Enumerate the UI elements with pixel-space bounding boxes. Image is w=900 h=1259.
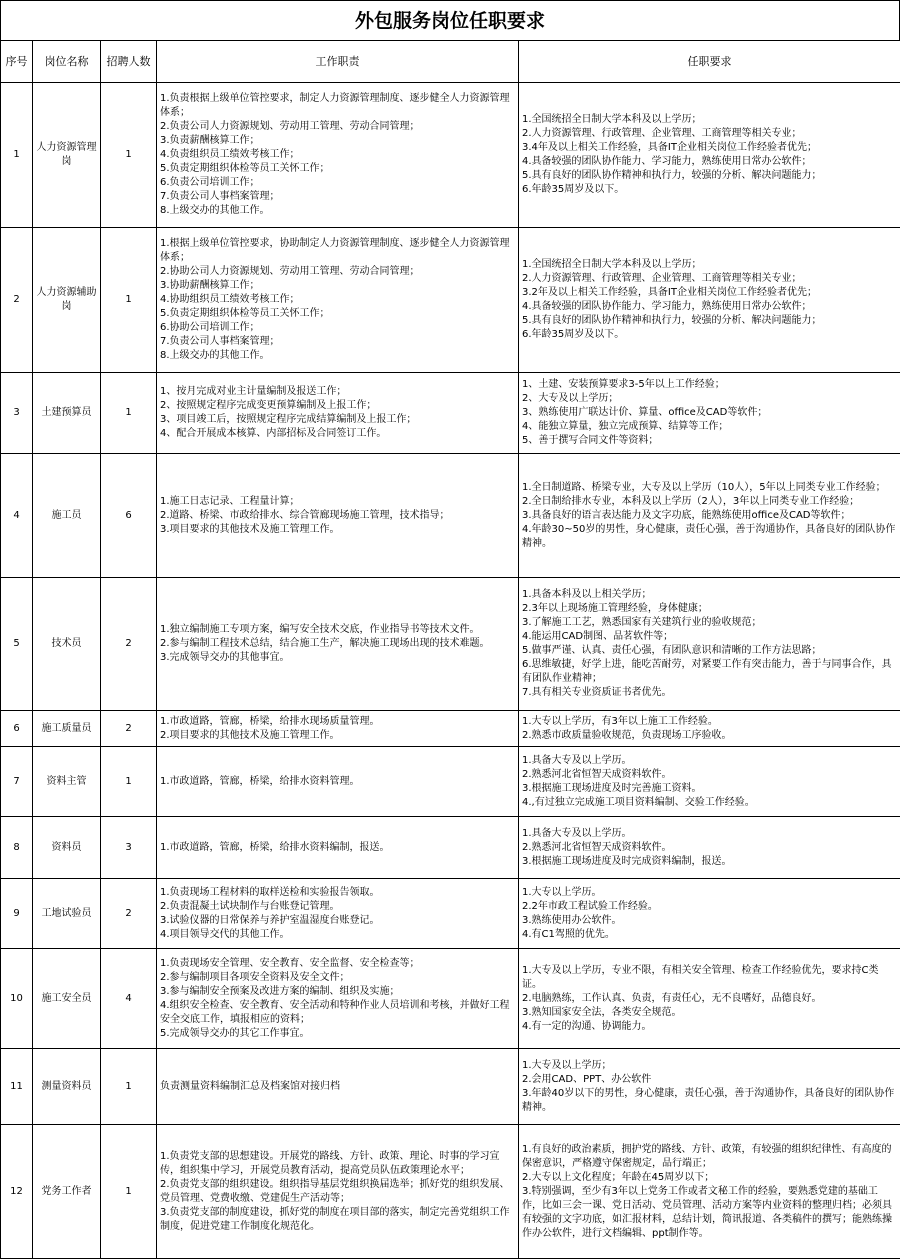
cell-requirements <box>519 83 900 228</box>
requirement-line: 3.根据施工现场进度及时完成资料编制，报送。 <box>522 855 897 869</box>
cell-position-name: 施工安全员 <box>33 949 101 1049</box>
cell-requirements <box>519 1049 900 1125</box>
requirement-line: 5.具有良好的团队协作精神和执行力，较强的分析、解决问题能力； <box>522 169 897 183</box>
requirement-line: 6.思维敏捷，好学上进，能吃苦耐劳，对紧要工作有突击能力，善于与同事合作，具有团队作业精神； <box>522 658 897 686</box>
requirement-line: 2.全日制给排水专业，本科及以上学历（2人），3年以上同类专业工作经验； <box>522 495 897 509</box>
cell-position-name: 测量资料员 <box>33 1049 101 1125</box>
duty-line: 1.市政道路，管廊，桥梁，给排水现场质量管理。 <box>160 715 515 729</box>
requirement-line: 1.全国统招全日制大学本科及以上学历； <box>522 258 897 272</box>
job-requirements-table <box>0 40 900 1259</box>
duty-line: 1.负责现场安全管理、安全教育、安全监督、安全检查等； <box>160 957 515 971</box>
requirement-line: 4.年龄30~50岁的男性，身心健康，责任心强，善于沟通协作，具备良好的团队协作精神。 <box>522 523 897 551</box>
cell-duties <box>157 711 519 747</box>
requirement-line: 3.年龄40岁以下的男性，身心健康，责任心强，善于沟通协作，具备良好的团队协作精神。 <box>522 1087 897 1115</box>
cell-headcount: 1 <box>101 228 157 373</box>
requirement-line: 1.具备大专及以上学历。 <box>522 827 897 841</box>
duty-line: 5.完成领导交办的其它工作事宜。 <box>160 1027 515 1041</box>
cell-position-name: 党务工作者 <box>33 1125 101 1259</box>
requirement-line: 1.全国统招全日制大学本科及以上学历； <box>522 113 897 127</box>
requirement-line: 1.全日制道路、桥梁专业，大专及以上学历（10人），5年以上同类专业工作经验； <box>522 481 897 495</box>
duty-line: 1.负责党支部的思想建设。开展党的路线、方针、政策、理论、时事的学习宣传，组织集中学习，开展党员教育活动，提高党员队伍政策理论水平； <box>160 1150 515 1178</box>
requirement-line: 2.大专以上文化程度；年龄在45周岁以下； <box>522 1171 897 1185</box>
cell-duties <box>157 373 519 454</box>
requirement-line: 2.会用CAD、PPT、办公软件 <box>522 1073 897 1087</box>
requirement-line: 1.具备大专及以上学历。 <box>522 754 897 768</box>
duty-line: 2.参与编制项目各项安全资料及安全文件； <box>160 971 515 985</box>
requirement-line: 1.大专以上学历，有3年以上施工工作经验。 <box>522 715 897 729</box>
duty-line: 3.协助薪酬核算工作； <box>160 279 515 293</box>
table-row <box>1 879 900 949</box>
requirement-line: 1.大专及以上学历； <box>522 1059 897 1073</box>
table-header-row <box>1 41 900 83</box>
cell-no: 5 <box>1 578 33 711</box>
requirement-line: 4、能独立算量，独立完成预算、结算等工作； <box>522 420 897 434</box>
requirement-line: 1、土建、安装预算要求3-5年以上工作经验； <box>522 378 897 392</box>
duty-line: 5.负责定期组织体检等员工关怀工作； <box>160 307 515 321</box>
cell-requirements <box>519 879 900 949</box>
duty-line: 7.负责公司人事档案管理； <box>160 335 515 349</box>
requirement-line: 1.大专及以上学历，专业不限，有相关安全管理、检查工作经验优先，要求持C类证。 <box>522 964 897 992</box>
cell-requirements <box>519 578 900 711</box>
requirement-line: 4.能运用CAD制图、品茗软件等； <box>522 630 897 644</box>
requirement-line: 5.做事严谨、认真、责任心强，有团队意识和清晰的工作方法思路； <box>522 644 897 658</box>
cell-requirements <box>519 454 900 578</box>
cell-headcount: 2 <box>101 879 157 949</box>
duty-line: 2.项目要求的其他技术及施工管理工作。 <box>160 729 515 743</box>
cell-headcount: 3 <box>101 817 157 879</box>
requirement-line: 7.具有相关专业资质证书者优先。 <box>522 686 897 700</box>
requirement-line: 3.根据施工现场进度及时完善施工资料。 <box>522 782 897 796</box>
cell-headcount: 2 <box>101 578 157 711</box>
table-row <box>1 228 900 373</box>
cell-no: 6 <box>1 711 33 747</box>
requirement-line: 5、善于撰写合同文件等资料； <box>522 434 897 448</box>
table-row <box>1 83 900 228</box>
cell-no: 1 <box>1 83 33 228</box>
requirement-line: 2.电脑熟练，工作认真、负责，有责任心，无不良嗜好，品德良好。 <box>522 992 897 1006</box>
cell-duties <box>157 1049 519 1125</box>
duty-line: 3、项目竣工后，按照规定程序完成结算编制及上报工作； <box>160 413 515 427</box>
duty-line: 1.负责现场工程材料的取样送检和实验报告领取。 <box>160 886 515 900</box>
duty-line: 6.协助公司培训工作； <box>160 321 515 335</box>
cell-headcount: 1 <box>101 1125 157 1259</box>
duty-line: 4.项目领导交代的其他工作。 <box>160 928 515 942</box>
duty-line: 4.组织安全检查、安全教育、安全活动和特种作业人员培训和考核，并做好工程安全交底工作，填报相应的资料； <box>160 999 515 1027</box>
requirement-line: 3.了解施工工艺，熟悉国家有关建筑行业的验收规范； <box>522 616 897 630</box>
cell-duties <box>157 879 519 949</box>
requirement-line: 2.2年市政工程试验工作经验。 <box>522 900 897 914</box>
requirement-line: 6.年龄35周岁及以下。 <box>522 328 897 342</box>
requirement-line: 2.熟悉河北省恒智天成资料软件。 <box>522 768 897 782</box>
cell-position-name: 施工质量员 <box>33 711 101 747</box>
duty-line: 2、按照规定程序完成变更预算编制及上报工作； <box>160 399 515 413</box>
duty-line: 1、按月完成对业主计量编制及报送工作； <box>160 385 515 399</box>
cell-headcount: 2 <box>101 711 157 747</box>
duty-line: 2.负责公司人力资源规划、劳动用工管理、劳动合同管理； <box>160 120 515 134</box>
requirement-line: 4.具备较强的团队协作能力、学习能力，熟练使用日常办公软件； <box>522 300 897 314</box>
table-row <box>1 817 900 879</box>
duty-line: 3.负责薪酬核算工作； <box>160 134 515 148</box>
table-row <box>1 711 900 747</box>
requirement-line: 2.熟悉河北省恒智天成资料软件。 <box>522 841 897 855</box>
duty-line: 3.项目要求的其他技术及施工管理工作。 <box>160 523 515 537</box>
cell-duties <box>157 817 519 879</box>
header-headcount: 招聘人数 <box>101 41 157 83</box>
requirement-line: 2、大专及以上学历； <box>522 392 897 406</box>
cell-requirements <box>519 1125 900 1259</box>
cell-headcount: 1 <box>101 83 157 228</box>
duty-line: 3.参与编制安全预案及改进方案的编制、组织及实施； <box>160 985 515 999</box>
cell-requirements <box>519 949 900 1049</box>
duty-line: 3.试验仪器的日常保养与养护室温湿度台账登记。 <box>160 914 515 928</box>
table-row <box>1 373 900 454</box>
cell-no: 12 <box>1 1125 33 1259</box>
cell-position-name: 土建预算员 <box>33 373 101 454</box>
requirement-line: 3.特别强调，至少有3年以上党务工作或者文秘工作的经验，要熟悉党建的基础工作，比如三会一课、党日活动、党员管理、活动方案等内业资料的整理归档；必须具有较强的文字功底，如汇报材料，总结计划，简讯报道、各类稿件的撰写；能熟练操作办公软件，进行文档编辑、ppt制作等。 <box>522 1185 897 1241</box>
cell-headcount: 4 <box>101 949 157 1049</box>
requirement-line: 4.,有过独立完成施工项目资料编制、交验工作经验。 <box>522 796 897 810</box>
duty-line: 3.完成领导交办的其他事宜。 <box>160 651 515 665</box>
duty-line: 4.负责组织员工绩效考核工作； <box>160 148 515 162</box>
table-row <box>1 747 900 817</box>
duty-line: 3.负责党支部的制度建设，抓好党的制度在项目部的落实，制定完善党组织工作制度，促进党建工作制度化规范化。 <box>160 1206 515 1234</box>
cell-position-name: 人力资源管理岗 <box>33 83 101 228</box>
cell-requirements <box>519 711 900 747</box>
cell-headcount: 6 <box>101 454 157 578</box>
duty-line: 1.市政道路，管廊，桥梁，给排水资料管理。 <box>160 775 515 789</box>
cell-no: 11 <box>1 1049 33 1125</box>
duty-line: 7.负责公司人事档案管理； <box>160 190 515 204</box>
requirement-line: 3.具备良好的语言表达能力及文字功底，能熟练使用office及CAD等软件； <box>522 509 897 523</box>
requirement-line: 1.大专以上学历。 <box>522 886 897 900</box>
header-duties: 工作职责 <box>157 41 519 83</box>
duty-line: 5.负责定期组织体检等员工关怀工作； <box>160 162 515 176</box>
cell-duties <box>157 578 519 711</box>
cell-duties <box>157 454 519 578</box>
cell-headcount: 1 <box>101 373 157 454</box>
cell-duties <box>157 83 519 228</box>
requirement-line: 4.有一定的沟通、协调能力。 <box>522 1020 897 1034</box>
cell-no: 10 <box>1 949 33 1049</box>
requirement-line: 4.具备较强的团队协作能力、学习能力，熟练使用日常办公软件； <box>522 155 897 169</box>
requirement-line: 2.人力资源管理、行政管理、企业管理、工商管理等相关专业； <box>522 272 897 286</box>
cell-duties <box>157 228 519 373</box>
duty-line: 1.负责根据上级单位管控要求，制定人力资源管理制度、逐步健全人力资源管理体系； <box>160 92 515 120</box>
header-no: 序号 <box>1 41 33 83</box>
cell-duties <box>157 747 519 817</box>
duty-line: 4.协助组织员工绩效考核工作； <box>160 293 515 307</box>
table-row <box>1 454 900 578</box>
requirement-line: 3、熟练使用广联达计价、算量、office及CAD等软件； <box>522 406 897 420</box>
cell-no: 8 <box>1 817 33 879</box>
cell-no: 2 <box>1 228 33 373</box>
requirement-line: 2.3年以上现场施工管理经验，身体健康； <box>522 602 897 616</box>
cell-requirements <box>519 228 900 373</box>
table-row <box>1 949 900 1049</box>
duty-line: 4、配合开展成本核算、内部招标及合同签订工作。 <box>160 427 515 441</box>
cell-position-name: 技术员 <box>33 578 101 711</box>
cell-no: 3 <box>1 373 33 454</box>
cell-position-name: 资料员 <box>33 817 101 879</box>
table-row <box>1 1049 900 1125</box>
header-position-name: 岗位名称 <box>33 41 101 83</box>
cell-position-name: 施工员 <box>33 454 101 578</box>
cell-position-name: 人力资源辅助岗 <box>33 228 101 373</box>
cell-no: 9 <box>1 879 33 949</box>
table-row <box>1 1125 900 1259</box>
requirement-line: 5.具有良好的团队协作精神和执行力，较强的分析、解决问题能力； <box>522 314 897 328</box>
requirement-line: 3.熟练使用办公软件。 <box>522 914 897 928</box>
cell-no: 7 <box>1 747 33 817</box>
cell-duties <box>157 1125 519 1259</box>
duty-line: 1.施工日志记录、工程量计算； <box>160 495 515 509</box>
duty-line: 2.协助公司人力资源规划、劳动用工管理、劳动合同管理； <box>160 265 515 279</box>
duty-line: 1.根据上级单位管控要求，协助制定人力资源管理制度、逐步健全人力资源管理体系； <box>160 237 515 265</box>
table-row <box>1 578 900 711</box>
cell-position-name: 工地试验员 <box>33 879 101 949</box>
header-requirements: 任职要求 <box>519 41 900 83</box>
page-title: 外包服务岗位任职要求 <box>0 0 900 40</box>
requirement-line: 2.熟悉市政质量验收规范，负责现场工序验收。 <box>522 729 897 743</box>
requirement-line: 2.人力资源管理、行政管理、企业管理、工商管理等相关专业； <box>522 127 897 141</box>
requirement-line: 1.有良好的政治素质，拥护党的路线、方针、政策，有较强的组织纪律性、有高度的保密意识，严格遵守保密规定，品行端正； <box>522 1143 897 1171</box>
cell-requirements <box>519 747 900 817</box>
cell-headcount: 1 <box>101 1049 157 1125</box>
duty-line: 8.上级交办的其他工作。 <box>160 349 515 363</box>
cell-requirements <box>519 817 900 879</box>
cell-headcount: 1 <box>101 747 157 817</box>
requirement-line: 1.具备本科及以上相关学历； <box>522 588 897 602</box>
duty-line: 1.独立编制施工专项方案，编写安全技术交底，作业指导书等技术文件。 <box>160 623 515 637</box>
cell-duties <box>157 949 519 1049</box>
duty-line: 8.上级交办的其他工作。 <box>160 204 515 218</box>
duty-line: 2.道路、桥梁、市政给排水、综合管廊现场施工管理，技术指导； <box>160 509 515 523</box>
duty-line: 2.参与编制工程技术总结，结合施工生产，解决施工现场出现的技术难题。 <box>160 637 515 651</box>
cell-no: 4 <box>1 454 33 578</box>
requirement-line: 3.4年及以上相关工作经验，具备IT企业相关岗位工作经验者优先； <box>522 141 897 155</box>
requirement-line: 3.2年及以上相关工作经验，具备IT企业相关岗位工作经验者优先； <box>522 286 897 300</box>
cell-position-name: 资料主管 <box>33 747 101 817</box>
duty-line: 2.负责混凝土试块制作与台账登记管理。 <box>160 900 515 914</box>
duty-line: 6.负责公司培训工作； <box>160 176 515 190</box>
duty-line: 2.负责党支部的组织建设。组织指导基层党组织换届选举；抓好党的组织发展、党员管理、党费收缴、党建促生产活动等； <box>160 1178 515 1206</box>
requirement-line: 3.熟知国家安全法，各类安全规范。 <box>522 1006 897 1020</box>
requirement-line: 4.有C1驾照的优先。 <box>522 928 897 942</box>
requirement-line: 6.年龄35周岁及以下。 <box>522 183 897 197</box>
duty-line: 1.市政道路，管廊，桥梁，给排水资料编制，报送。 <box>160 841 515 855</box>
duty-line: 负责测量资料编制汇总及档案馆对接归档 <box>160 1080 515 1094</box>
cell-requirements <box>519 373 900 454</box>
